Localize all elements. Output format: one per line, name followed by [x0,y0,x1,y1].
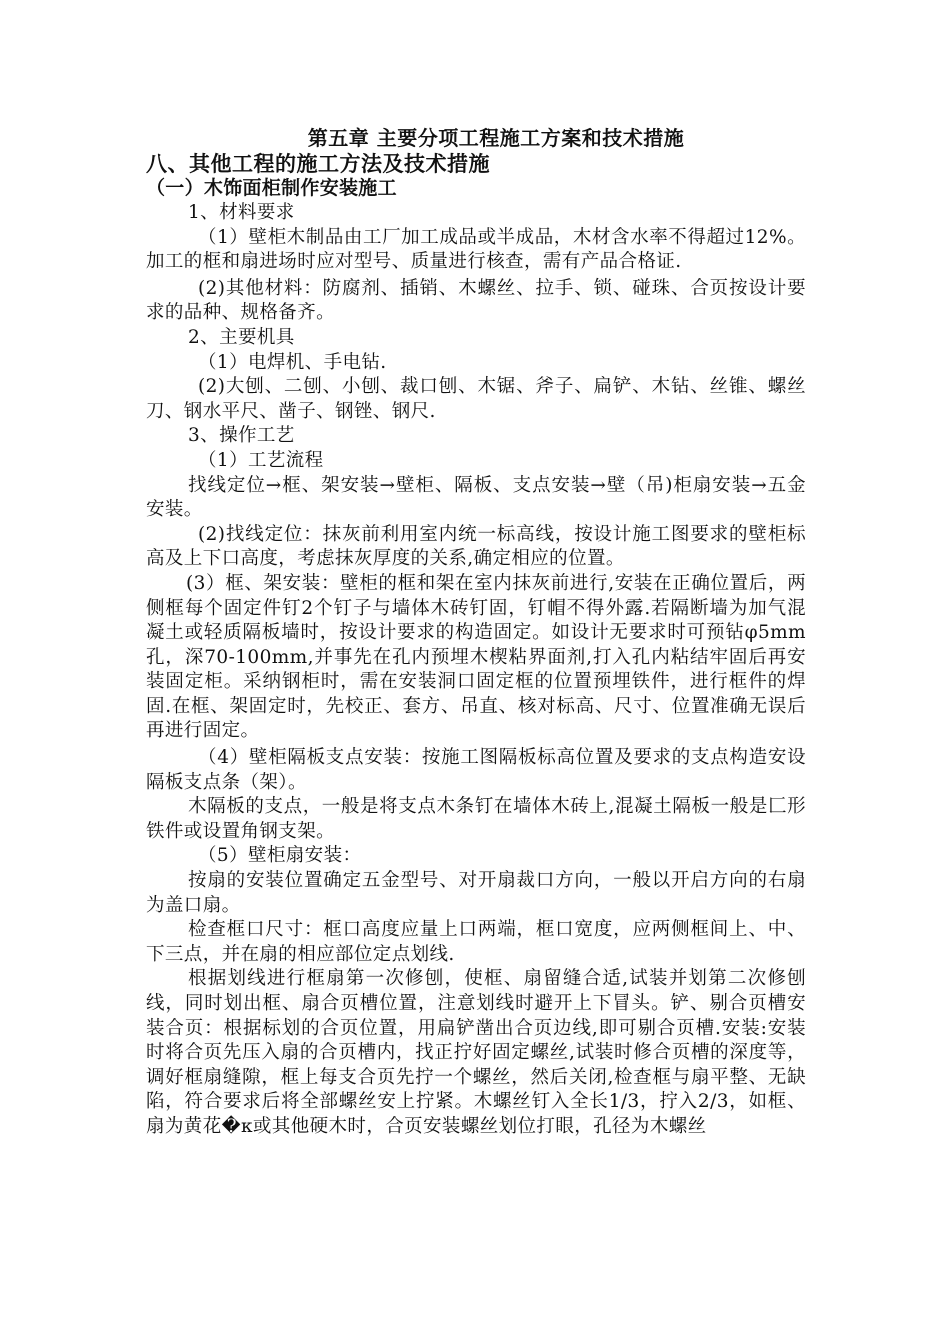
paragraph: 根据划线进行框扇第一次修刨，使框、扇留缝合适,试装并划第二次修刨线，同时划出框、扇合页槽位置，注意划线时避开上下冒头。铲、剔合页槽安装合页：根据标划的合页位置，用扁铲凿出合页边线,即可剔合页槽.安装:安装时将合页先压入扇的合页槽内，找正拧好固定螺丝,试装时修合页槽的深度等，调好框扇缝隙，框上每支合页先拧一个螺丝，然后关闭,检查框与扇平整、无缺陷，符合要求后将全部螺丝安上拧紧。木螺丝钉入全长1/3，拧入2/3，如框、扇为黄花�κ或其他硬木时，合页安装螺丝划位打眼，孔径为木螺丝 [146,968,806,1137]
paragraph-materials-heading: 1、材料要求 [188,202,295,223]
paragraph: 木隔板的支点，一般是将支点木条钉在墙体木砖上,混凝土隔板一般是匚形铁件或设置角钢支架。 [146,796,806,842]
paragraph: （5）壁柜扇安装： [198,845,362,867]
paragraph: 找线定位→框、架安装→壁柜、隔板、支点安装→壁（吊)柜扇安装→五金安装。 [146,474,806,521]
paragraph: 检查框口尺寸：框口高度应量上口两端，框口宽度，应两侧框间上、中、下三点，并在扇的相应部位定点划线. [146,919,806,965]
paragraph-tools-heading: 2、主要机具 [188,326,295,348]
subsection-title: （一）木饰面柜制作安装施工 [146,177,397,199]
paragraph: 按扇的安装位置确定五金型号、对开扇裁口方向，一般以开启方向的右扇为盖口扇。 [146,870,806,916]
paragraph: （1）电焊机、手电钻. [198,351,387,373]
paragraph: (2)其他材料：防腐剂、插销、木螺丝、拉手、锁、碰珠、合页按设计要求的品种、规格备齐。 [146,277,806,324]
document-page [146,126,806,1140]
paragraph: （1）壁柜木制品由工厂加工成品或半成品，木材含水率不得超过12%。加工的框和扇进场时应对型号、质量进行核查，需有产品合格证. [146,226,806,273]
section-title: 八、其他工程的施工方法及技术措施 [146,151,490,176]
paragraph: （1）工艺流程 [198,449,324,471]
chapter-title: 第五章 主要分项工程施工方案和技术措施 [307,126,685,150]
paragraph-process-heading: 3、操作工艺 [188,425,295,447]
paragraph: (2)大刨、二刨、小刨、裁口刨、木锯、斧子、扁铲、木钻、丝锥、螺丝刀、钢水平尺、凿子、钢锉、钢尺. [146,376,806,422]
paragraph: (3）框、架安装：壁柜的框和架在室内抹灰前进行,安装在正确位置后，两侧框每个固定件钉2个钉子与墙体木砖钉固，钉帽不得外露.若隔断墙为加气混凝土或轻质隔板墙时，按设计要求的构造固定。如设计无要求时可预钻φ5mm孔，深70-100mm,并事先在孔内预埋木楔粘界面剂,打入孔内粘结牢固后再安装固定柜。采纳钢柜时，需在安装洞口固定框的位置预埋铁件，进行框件的焊固.在框、架固定时，先校正、套方、吊直、核对标高、尺寸、位置准确无误后再进行固定。 [146,572,806,742]
paragraph: (2)找线定位：抹灰前利用室内统一标高线，按设计施工图要求的壁柜标高及上下口高度，考虑抹灰厚度的关系,确定相应的位置。 [146,523,806,570]
paragraph: （4）壁柜隔板支点安装：按施工图隔板标高位置及要求的支点构造安设隔板支点条（架）。 [146,747,806,793]
